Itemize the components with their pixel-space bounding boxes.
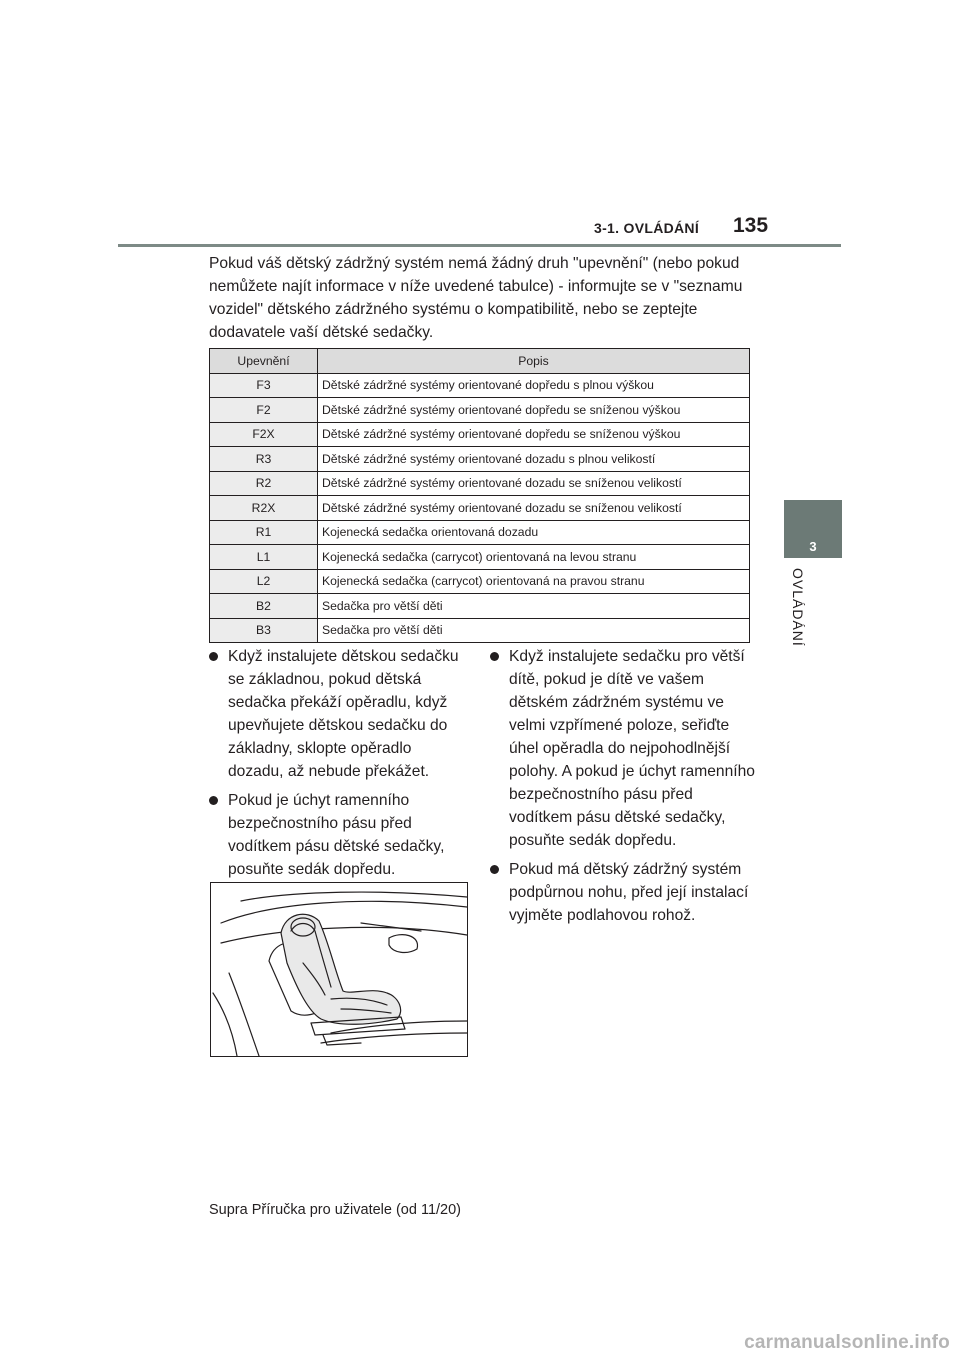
table-row xyxy=(210,618,750,643)
child-seat-illustration xyxy=(210,882,468,1057)
list-item: Pokud má dětský zádržný systém podpůrnou nohu, před její instalací vyjměte podlahovou rohož. xyxy=(490,858,760,927)
fixture-code-cell: B2 xyxy=(210,594,318,619)
list-item: Když instalujete sedačku pro větší dítě, pokud je dítě ve vašem dětském zádržném systému ve velmi vzpřímené poloze, seřiďte úhel opěradla do nejpohodlnější polohy. A pokud je úchyt ramenního bezpečnostního pásu před vodítkem pásu dětské sedačky, posuňte sedák dopředu. xyxy=(490,645,760,852)
table-row xyxy=(210,471,750,496)
fixture-code-cell: F3 xyxy=(210,373,318,398)
header-description: Popis xyxy=(318,349,750,374)
list-item: Pokud je úchyt ramenního bezpečnostního pásu před vodítkem pásu dětské sedačky, posuňte sedák dopředu. xyxy=(209,789,471,881)
table-body xyxy=(210,373,750,643)
description-cell: Sedačka pro větší děti xyxy=(318,594,750,619)
description-cell: Dětské zádržné systémy orientované dopředu se sníženou výškou xyxy=(318,422,750,447)
list-item: Když instalujete dětskou sedačku se základnou, pokud dětská sedačka překáží opěradlu, když upevňujete dětskou sedačku do základny, sklopte opěradlo dozadu, až nebude překážet. xyxy=(209,645,471,783)
bullet-list-right xyxy=(490,645,760,933)
fixture-code-cell: R2 xyxy=(210,471,318,496)
fixture-code-cell: R2X xyxy=(210,496,318,521)
chapter-number: 3 xyxy=(809,539,817,554)
watermark: carmanualsonline.info xyxy=(744,1332,950,1353)
section-title: 3-1. OVLÁDÁNÍ xyxy=(594,220,700,236)
description-cell: Kojenecká sedačka orientovaná dozadu xyxy=(318,520,750,545)
intro-paragraph: Pokud váš dětský zádržný systém nemá žádný druh "upevnění" (nebo pokud nemůžete najít informace v níže uvedené tabulce) - informujte se v "seznamu vozidel" dětského zádržného systému o kompatibilitě, nebo se zeptejte dodavatele vaší dětské sedačky. xyxy=(209,255,743,341)
description-cell: Dětské zádržné systémy orientované dopředu se sníženou výškou xyxy=(318,398,750,423)
description-cell: Kojenecká sedačka (carrycot) orientovaná na levou stranu xyxy=(318,545,750,570)
fixture-code-cell: L2 xyxy=(210,569,318,594)
table-row xyxy=(210,422,750,447)
table-row xyxy=(210,373,750,398)
table-row xyxy=(210,594,750,619)
description-cell: Kojenecká sedačka (carrycot) orientovaná na pravou stranu xyxy=(318,569,750,594)
chapter-tab xyxy=(784,500,842,558)
description-cell: Dětské zádržné systémy orientované dozadu se sníženou velikostí xyxy=(318,471,750,496)
table-header-row xyxy=(210,349,750,374)
description-cell: Sedačka pro větší děti xyxy=(318,618,750,643)
table-row xyxy=(210,569,750,594)
table-row xyxy=(210,496,750,521)
table-row xyxy=(210,398,750,423)
chapter-label: OVLÁDÁNÍ xyxy=(790,568,806,647)
fixture-table xyxy=(209,348,750,643)
description-cell: Dětské zádržné systémy orientované dopředu s plnou výškou xyxy=(318,373,750,398)
fixture-code-cell: R3 xyxy=(210,447,318,472)
bullet-list-left xyxy=(209,645,471,887)
chapter-side-label xyxy=(786,568,826,718)
header-fixture: Upevnění xyxy=(210,349,318,374)
footer-text: Supra Příručka pro uživatele (od 11/20) xyxy=(209,1202,462,1218)
description-cell: Dětské zádržné systémy orientované dozadu se sníženou velikostí xyxy=(318,496,750,521)
table-row xyxy=(210,447,750,472)
table-row xyxy=(210,545,750,570)
header-rule xyxy=(118,244,841,247)
fixture-code-cell: L1 xyxy=(210,545,318,570)
fixture-code-cell: R1 xyxy=(210,520,318,545)
fixture-code-cell: F2 xyxy=(210,398,318,423)
table-row xyxy=(210,520,750,545)
description-cell: Dětské zádržné systémy orientované dozadu s plnou velikostí xyxy=(318,447,750,472)
fixture-code-cell: B3 xyxy=(210,618,318,643)
fixture-code-cell: F2X xyxy=(210,422,318,447)
page-number: 135 xyxy=(733,214,769,237)
